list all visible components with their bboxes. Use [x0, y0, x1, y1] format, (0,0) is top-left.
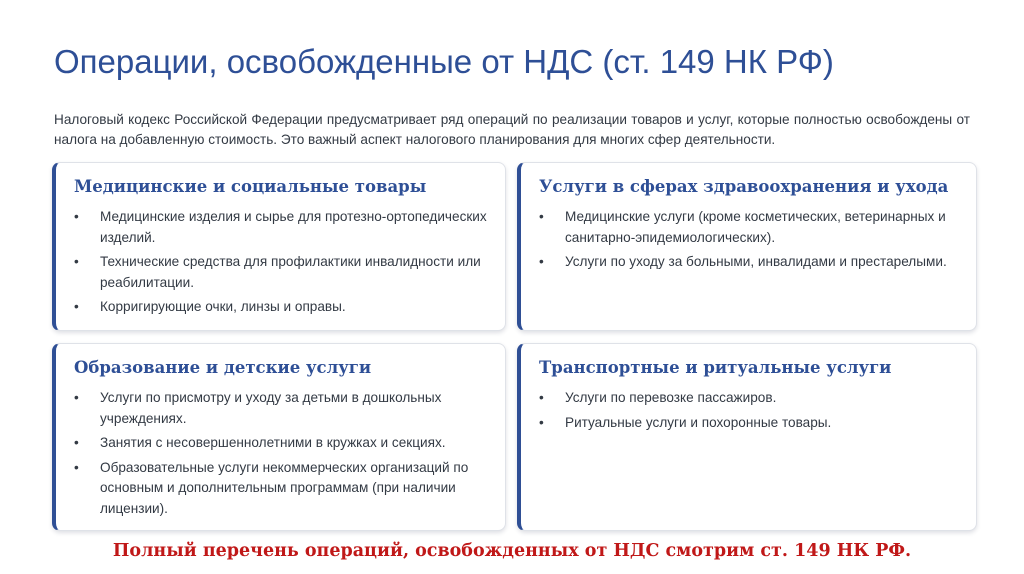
list-item-text: Медицинские услуги (кроме косметических, ветеринарных и санитарно-эпидемиологических). [565, 209, 946, 245]
bullet-icon: • [539, 414, 544, 430]
page-title: Операции, освобожденные от НДС (ст. 149 НК РФ) [54, 43, 834, 80]
bullet-icon: • [539, 254, 544, 269]
card-item-list [539, 207, 962, 277]
bullet-icon: • [539, 209, 544, 224]
card-title: Образование и детские услуги [74, 358, 372, 377]
list-item [74, 207, 491, 248]
footer-note: Полный перечень операций, освобожденных от НДС смотрим ст. 149 НК РФ. [112, 541, 912, 561]
list-item [74, 252, 491, 293]
list-item [539, 207, 962, 248]
bullet-icon: • [74, 390, 79, 405]
card-item-list [74, 388, 491, 523]
card-item-list [539, 388, 962, 437]
bullet-icon: • [74, 254, 79, 269]
list-item [74, 433, 491, 454]
card-education-children-services [52, 343, 506, 531]
intro-paragraph: Налоговый кодекс Российской Федерации предусматривает ряд операций по реализации товаров и услуг, которые полностью освобождены от налога на добавленную стоимость. Это важный аспект налогового планирования для многих сфер деятельности. [54, 112, 970, 147]
list-item [74, 388, 491, 429]
list-item [539, 413, 962, 434]
card-item-list [74, 207, 491, 322]
list-item [74, 297, 491, 318]
list-item-text: Ритуальные услуги и похоронные товары. [565, 414, 832, 430]
bullet-icon: • [74, 435, 79, 450]
bullet-icon: • [74, 299, 79, 314]
list-item-text: Корригирующие очки, линзы и оправы. [100, 299, 346, 314]
card-title: Медицинские и социальные товары [74, 177, 427, 196]
list-item-text: Занятия с несовершеннолетними в кружках и секциях. [100, 435, 446, 450]
card-healthcare-care-services [517, 162, 977, 331]
list-item-text: Услуги по перевозке пассажиров. [565, 390, 777, 405]
list-item-text: Услуги по присмотру и уходу за детьми в дошкольных учреждениях. [100, 390, 442, 426]
list-item [74, 458, 491, 520]
card-title: Транспортные и ритуальные услуги [539, 358, 892, 377]
card-title: Услуги в сферах здравоохранения и ухода [539, 177, 949, 196]
list-item-text: Технические средства для профилактики инвалидности или реабилитации. [100, 254, 481, 290]
card-medical-social-goods [52, 162, 506, 331]
bullet-icon: • [74, 209, 79, 224]
bullet-icon: • [539, 390, 544, 405]
card-transport-funeral-services [517, 343, 977, 531]
list-item [539, 252, 962, 273]
bullet-icon: • [74, 459, 79, 475]
list-item-text: Услуги по уходу за больными, инвалидами и престарелыми. [565, 254, 947, 269]
list-item [539, 388, 962, 409]
list-item-text: Образовательные услуги некоммерческих организаций по основным и дополнительным программам (при наличии лицензии). [100, 459, 469, 516]
list-item-text: Медицинские изделия и сырье для протезно-ортопедических изделий. [100, 209, 487, 245]
